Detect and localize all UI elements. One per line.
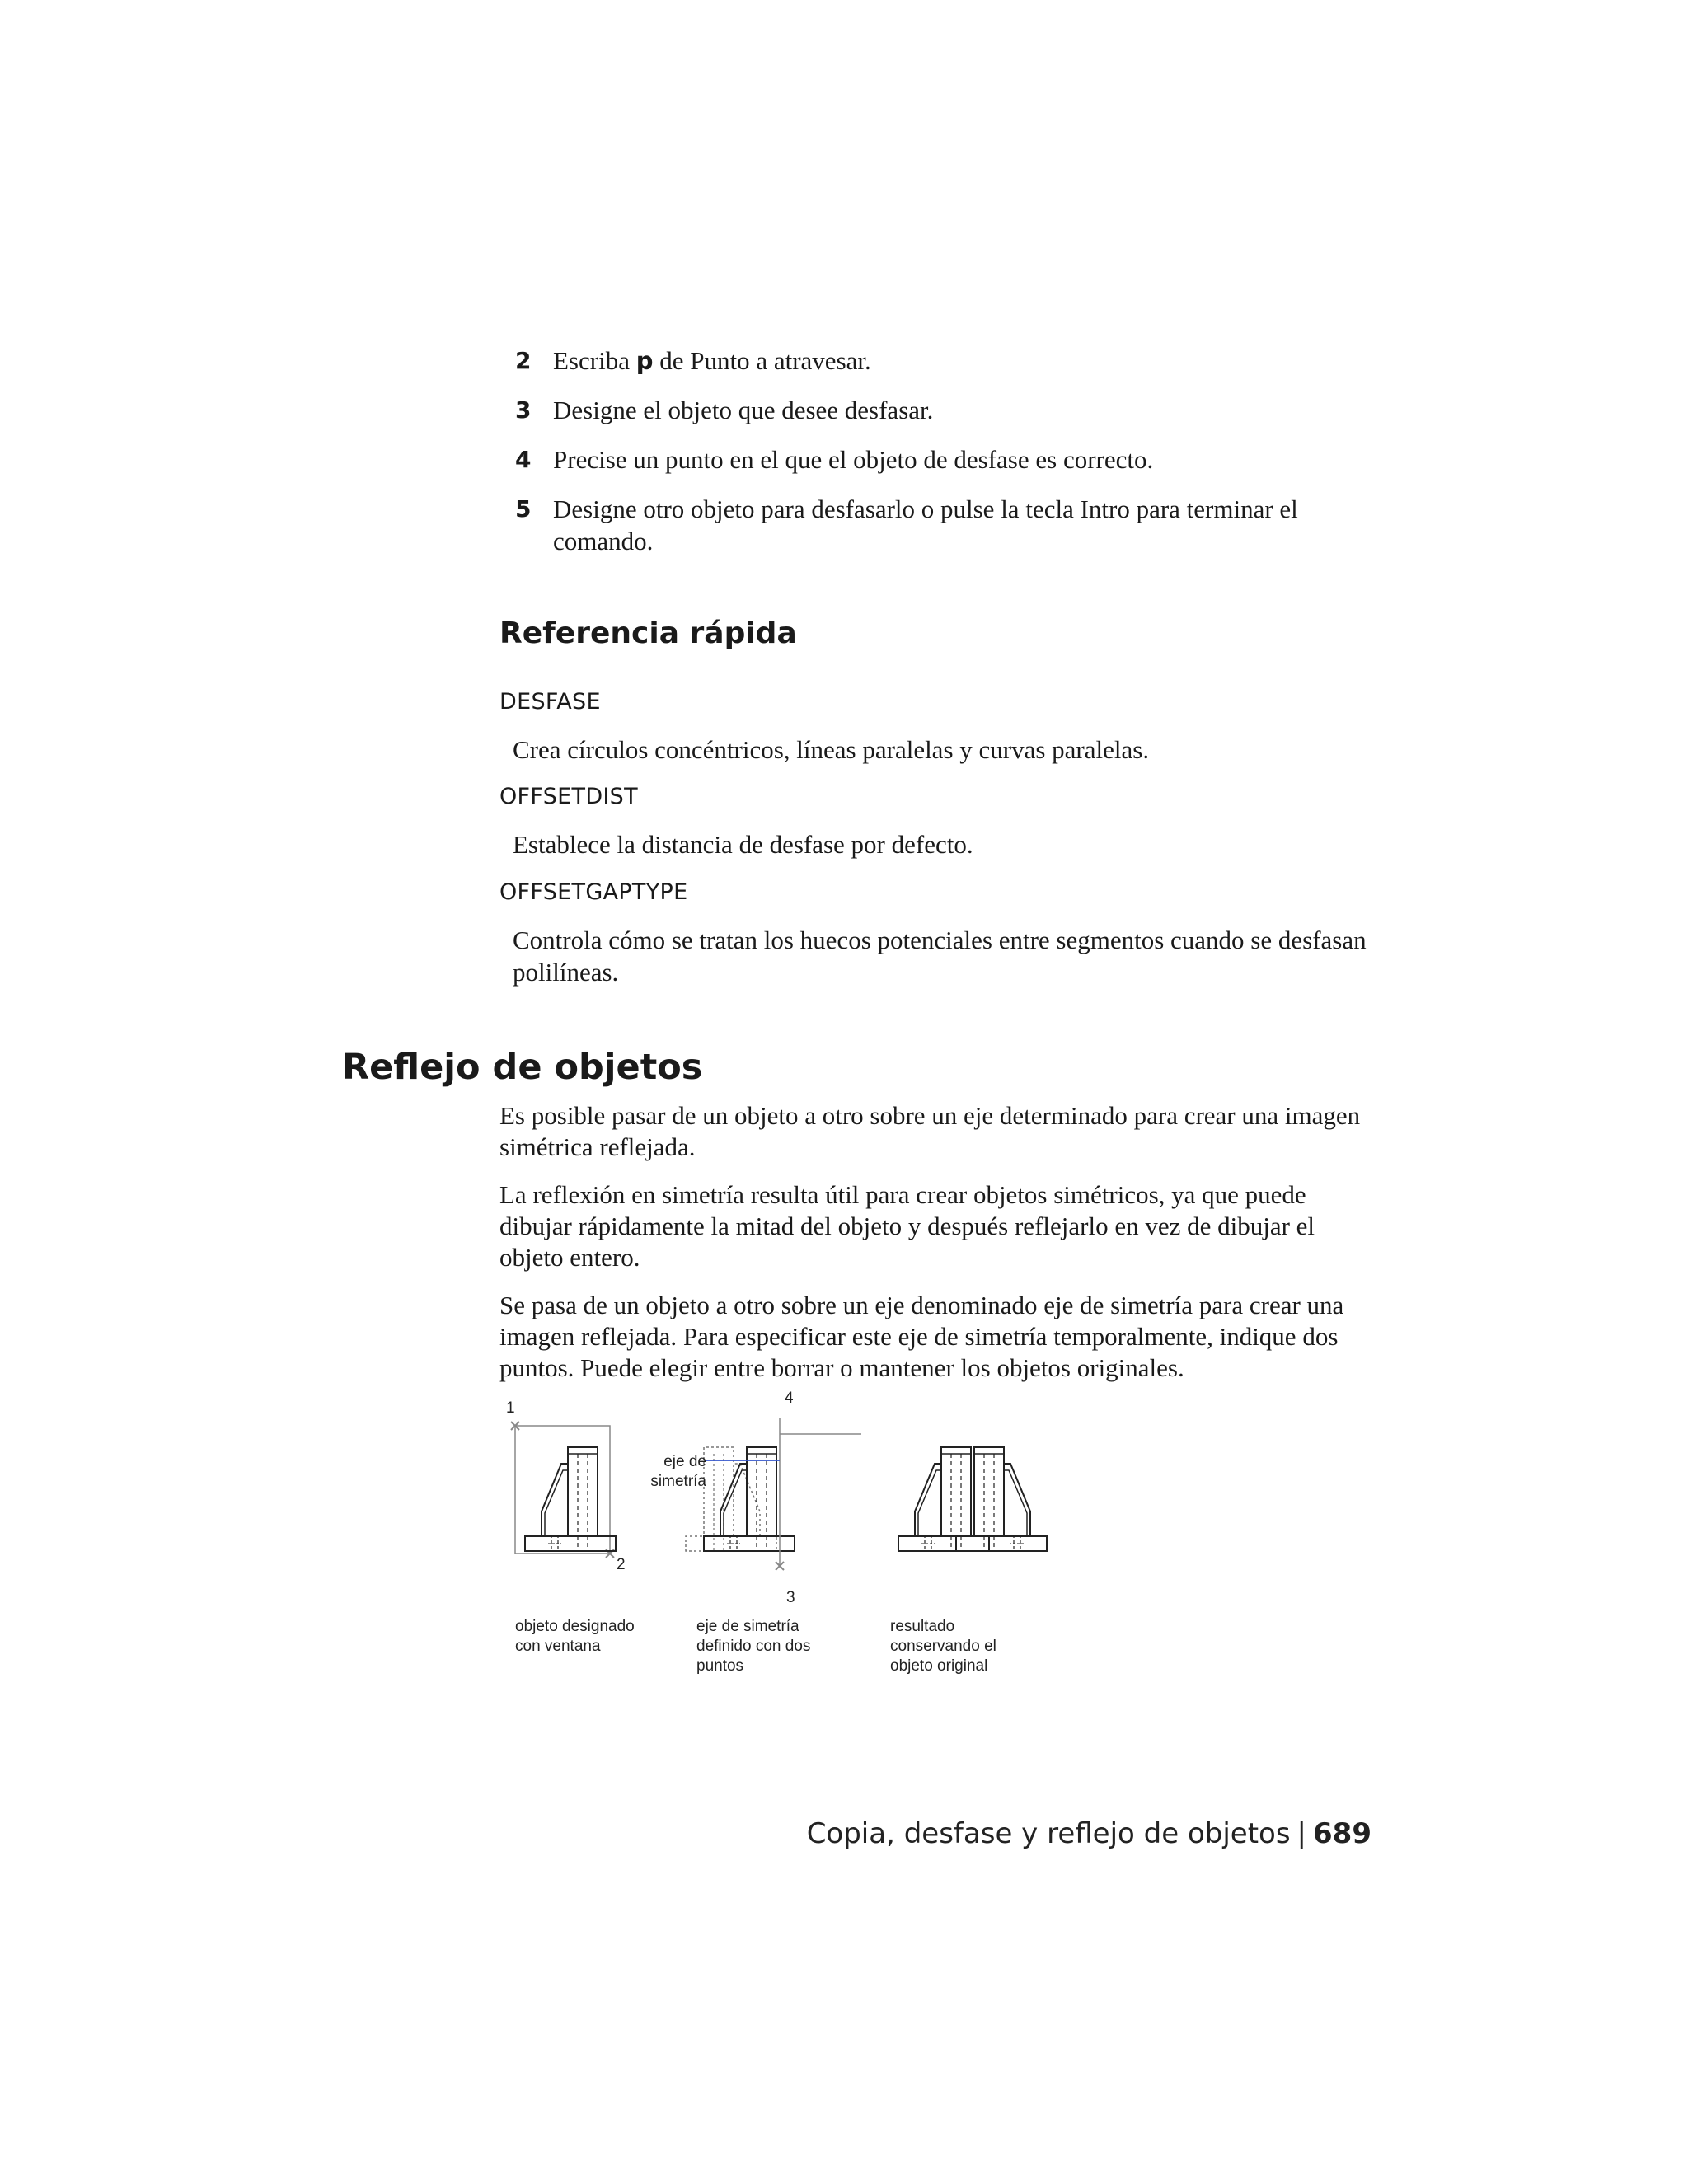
- command-offsetdist[interactable]: OFFSETDIST: [499, 784, 638, 809]
- page-number: 689: [1313, 1817, 1372, 1850]
- mirror-diagram: [495, 1401, 1071, 1615]
- paragraph-2: La reflexión en simetría resulta útil para crear objetos simétricos, ya que puede dibujar rápidamente la mitad del objeto y después reflejarlo en vez de dibujar el objeto entero.: [499, 1180, 1315, 1272]
- step-text: Escriba p de Punto a atravesar.: [553, 346, 871, 375]
- paragraph-3: Se pasa de un objeto a otro sobre un eje denominado eje de simetría para crear una imagen reflejada. Para especificar este eje de simetría temporalmente, indique dos puntos. Puede elegir entre borrar o mantener los objetos originales.: [499, 1291, 1344, 1382]
- footer-title: Copia, desfase y reflejo de objetos: [806, 1817, 1291, 1850]
- caption-2: eje de simetría definido con dos puntos: [696, 1618, 811, 1675]
- footer-separator: |: [1296, 1817, 1307, 1850]
- point-label-4: 4: [785, 1390, 794, 1407]
- paragraph-1: Es posible pasar de un objeto a otro sobre un eje determinado para crear una imagen simétrica reflejada.: [499, 1101, 1361, 1161]
- axis-label: eje de simetría: [650, 1453, 706, 1490]
- command-description: Establece la distancia de desfase por defecto.: [513, 830, 973, 859]
- mirror-figure: [495, 1390, 1071, 1675]
- step-number: 5: [515, 495, 532, 523]
- caption-3: resultado conservando el objeto original: [890, 1618, 996, 1675]
- step-number: 2: [515, 347, 532, 374]
- command-description: Crea círculos concéntricos, líneas paralelas y curvas paralelas.: [513, 735, 1150, 764]
- step-number: 3: [515, 396, 532, 424]
- point-label-2: 2: [617, 1556, 626, 1573]
- step-number: 4: [515, 446, 532, 473]
- section-heading: Reflejo de objetos: [342, 1047, 703, 1088]
- step-text: Designe otro objeto para desfasarlo o pulse la tecla Intro para terminar el comando.: [553, 494, 1298, 555]
- selected-object: [525, 1447, 616, 1551]
- command-description: Controla cómo se tratan los huecos potenciales entre segmentos cuando se desfasan polilíneas.: [513, 926, 1367, 987]
- point-label-1: 1: [506, 1399, 515, 1417]
- page-footer: [807, 1817, 1372, 1850]
- point-label-3: 3: [786, 1589, 795, 1606]
- caption-1: objeto designado con ventana: [515, 1618, 635, 1655]
- source-object: [704, 1447, 795, 1551]
- step-text: Precise un punto en el que el objeto de desfase es correcto.: [553, 445, 1154, 474]
- result-object: [898, 1447, 1047, 1551]
- command-desfase[interactable]: DESFASE: [499, 689, 601, 715]
- command-offsetgaptype[interactable]: OFFSETGAPTYPE: [499, 879, 688, 905]
- step-text: Designe el objeto que desee desfasar.: [553, 396, 934, 424]
- quick-reference-heading: Referencia rápida: [499, 616, 797, 650]
